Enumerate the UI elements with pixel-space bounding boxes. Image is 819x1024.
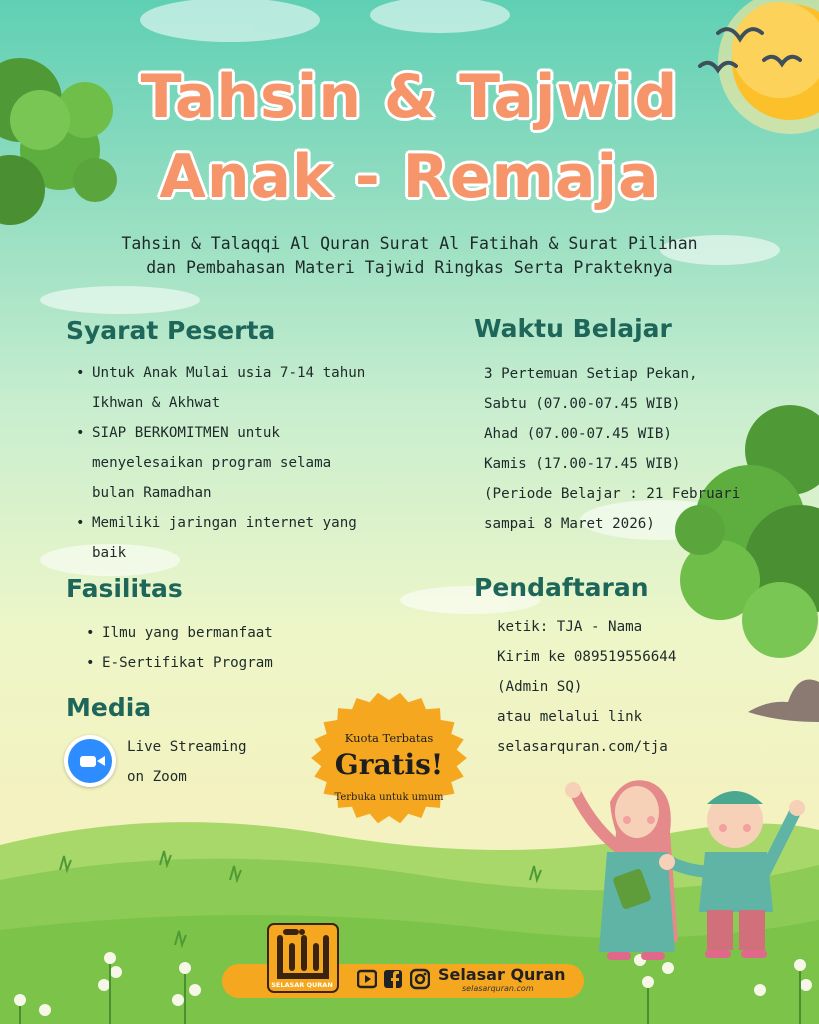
pendaftaran-line-2: Kirim ke 089519556644: [497, 649, 677, 665]
waktu-line-2: Sabtu (07.00-07.45 WIB): [484, 396, 681, 412]
waktu-line-5: (Periode Belajar : 21 Februari: [484, 486, 741, 502]
youtube-icon[interactable]: [357, 968, 377, 990]
media-text: [127, 732, 247, 792]
media-heading: Media: [66, 693, 152, 722]
badge-bottom-text: Terbuka untuk umum: [334, 792, 444, 803]
waktu-heading: Waktu Belajar: [474, 314, 672, 343]
badge-top-text: Kuota Terbatas: [344, 731, 434, 745]
fasilitas-item-2: • E-Sertifikat Program: [82, 648, 382, 678]
title-line-2: Anak - Remaja: [159, 142, 660, 212]
subtitle-line-1: Tahsin & Talaqqi Al Quran Surat Al Fatihah & Surat Pilihan: [121, 234, 698, 253]
waktu-line-4: Kamis (17.00-17.45 WIB): [484, 456, 681, 472]
logo-text: SELASAR QURAN: [271, 981, 333, 989]
badge-main-text: Gratis!: [334, 748, 444, 781]
facebook-icon[interactable]: [383, 968, 403, 990]
syarat-item-3: • Memiliki jaringan internet yang baik: [72, 508, 432, 568]
fasilitas-list: [82, 618, 382, 678]
syarat-item-1: • Untuk Anak Mulai usia 7-14 tahun Ikhwan & Akhwat: [72, 358, 432, 418]
pendaftaran-line-3: (Admin SQ): [497, 679, 583, 695]
syarat-list: [72, 358, 432, 568]
media-line-1: Live Streaming: [127, 739, 247, 755]
waktu-line-3: Ahad (07.00-07.45 WIB): [484, 426, 672, 442]
fasilitas-heading: Fasilitas: [66, 574, 183, 603]
girl-figure: [565, 780, 678, 960]
pendaftaran-text: [497, 612, 797, 762]
boy-figure: [659, 791, 805, 958]
brand-url[interactable]: selasarquran.com: [462, 984, 534, 993]
instagram-icon[interactable]: [410, 968, 430, 990]
fasilitas-item-1: • Ilmu yang bermanfaat: [82, 618, 382, 648]
waktu-line-1: 3 Pertemuan Setiap Pekan,: [484, 366, 698, 382]
pendaftaran-line-4: atau melalui link: [497, 709, 643, 725]
subtitle-line-2: dan Pembahasan Materi Tajwid Ringkas Serta Prakteknya: [146, 258, 673, 277]
registration-link[interactable]: selasarquran.com/tja: [497, 739, 668, 755]
syarat-heading: Syarat Peserta: [66, 316, 276, 345]
pendaftaran-heading: Pendaftaran: [474, 573, 649, 602]
waktu-line-6: sampai 8 Maret 2026): [484, 516, 655, 532]
kids-illustration: [565, 762, 805, 972]
pendaftaran-line-1: ketik: TJA - Nama: [497, 619, 643, 635]
waktu-text: [484, 359, 804, 539]
media-line-2: on Zoom: [127, 769, 187, 785]
zoom-icon: [64, 735, 116, 787]
title-line-1: Tahsin & Tajwid: [140, 62, 679, 132]
brand-name: Selasar Quran: [438, 965, 566, 984]
syarat-item-2: • SIAP BERKOMITMEN untuk menyelesaikan program selama bulan Ramadhan: [72, 418, 432, 508]
